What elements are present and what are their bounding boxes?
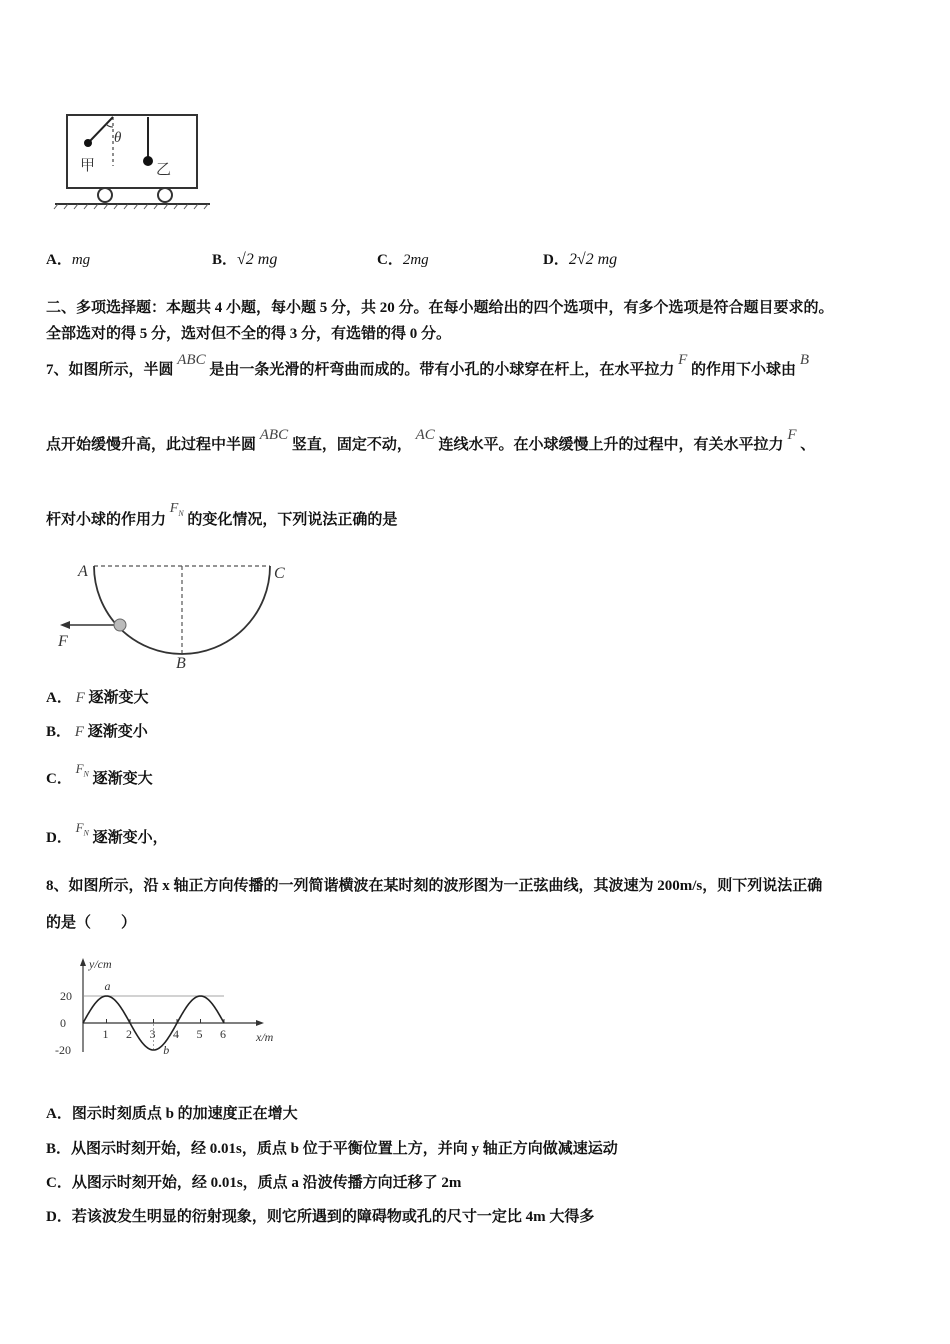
jia-label: 甲 xyxy=(80,158,96,174)
q7-option-d-letter: D． xyxy=(46,830,72,846)
point-b-label: B xyxy=(176,655,186,672)
q7-text-1c: 的作用下小球由 xyxy=(691,362,797,378)
y-tick-label: 0 xyxy=(60,1016,66,1030)
q8-line2: 的是（ ） xyxy=(46,915,137,931)
q7-text-2c: 连线水平。在小球缓慢上升的过程中，有关水平拉力 xyxy=(438,437,784,453)
q7-option-c[interactable] xyxy=(46,761,153,789)
q7-option-a-letter: A． xyxy=(46,690,72,706)
q8-option-d-letter: D． xyxy=(46,1209,72,1225)
q7-abc-symbol: ABC xyxy=(177,352,206,368)
wave-chart xyxy=(50,952,290,1062)
q7-text-3a: 杆对小球的作用力 xyxy=(46,512,167,528)
q8-option-a-text: 图示时刻质点 b 的加速度正在增大 xyxy=(71,1106,298,1122)
y-tick-label: -20 xyxy=(55,1043,71,1057)
q8-option-a-letter: A． xyxy=(46,1106,72,1122)
ball xyxy=(114,619,126,631)
x-tick-label: 4 xyxy=(173,1027,179,1041)
theta-label: θ xyxy=(114,130,122,146)
q6-option-c-text: 2mg xyxy=(402,252,429,268)
q7-line1 xyxy=(46,352,809,379)
x-tick-label: 2 xyxy=(126,1027,132,1041)
q8-option-c-text: 从图示时刻开始，经 0.01s，质点 a 沿波传播方向迁移了 2m xyxy=(71,1175,462,1191)
yi-label: 乙 xyxy=(156,162,172,178)
q7-option-a-text: 逐渐变大 xyxy=(88,690,149,706)
q6-option-b-text: √2 mg xyxy=(237,251,278,268)
q7-option-b-symbol: F xyxy=(74,724,84,740)
q6-option-b-letter: B． xyxy=(212,252,238,268)
q7-option-d[interactable] xyxy=(46,820,168,848)
q8-option-b-letter: B． xyxy=(46,1141,72,1157)
q7-text-3b: 的变化情况，下列说法正确的是 xyxy=(187,512,398,528)
x-tick-label: 6 xyxy=(220,1027,226,1041)
q7-text-2a: 点开始缓慢升高，此过程中半圆 xyxy=(46,437,257,453)
pendulum-yi-ball xyxy=(143,156,153,166)
cart-pendulum-figure xyxy=(50,108,220,218)
point-a-label: A xyxy=(78,563,88,580)
point-a-label: a xyxy=(104,979,111,993)
q7-option-d-symbol: $F_N$ xyxy=(75,820,89,838)
q6-option-b[interactable] xyxy=(212,248,277,269)
q7-b-symbol: B xyxy=(799,352,809,368)
q6-option-a-letter: A． xyxy=(46,252,72,268)
q6-option-c[interactable] xyxy=(377,248,429,269)
q7-option-d-text: 逐渐变小， xyxy=(92,830,168,846)
pendulum-jia-string xyxy=(90,117,113,141)
q7-option-b[interactable] xyxy=(46,720,148,741)
q8-option-a[interactable] xyxy=(46,1102,298,1123)
q6-option-a[interactable] xyxy=(46,248,90,269)
cart-wheel-right xyxy=(158,188,172,202)
q8-line1: 8、如图所示，沿 x 轴正方向传播的一列简谐横波在某时刻的波形图为一正弦曲线，其波速为 200m/s，则下列说法正确 xyxy=(46,878,823,894)
semicircle-figure xyxy=(52,558,302,673)
y-axis-arrow xyxy=(80,958,86,966)
q8-option-d-text: 若该波发生明显的衍射现象，则它所遇到的障碍物或孔的尺寸一定比 4m 大得多 xyxy=(71,1209,595,1225)
q7-option-c-text: 逐渐变大 xyxy=(92,771,153,787)
wave-labels xyxy=(102,979,170,1057)
q7-text-2d: 、 xyxy=(800,437,816,453)
force-f-label: F xyxy=(58,633,68,650)
q7-fn-symbol: $F_N$ xyxy=(169,501,184,518)
x-tick-label: 5 xyxy=(196,1027,203,1041)
q6-option-c-letter: C． xyxy=(377,252,403,268)
q7-text-1b: 是由一条光滑的杆弯曲而成的。带有小孔的小球穿在杆上，在水平拉力 xyxy=(209,362,675,378)
q8-option-d[interactable] xyxy=(46,1205,594,1226)
q7-text-2b: 竖直，固定不动， xyxy=(291,437,412,453)
q8-option-b[interactable] xyxy=(46,1137,618,1158)
q7-option-a-symbol: F xyxy=(75,690,85,706)
x-axis-label: x/m xyxy=(256,1030,274,1044)
section2-line1: 二、多项选择题：本题共 4 小题，每小题 5 分，共 20 分。在每小题给出的四个选项中，有多个选项是符合题目要求的。 xyxy=(46,300,834,316)
point-b-label: b xyxy=(163,1042,170,1057)
q7-text-1a: 7、如图所示，半圆 xyxy=(46,362,174,378)
q7-f-symbol: F xyxy=(678,352,688,368)
y-tick-label: 20 xyxy=(60,989,72,1003)
q7-f-symbol-2: F xyxy=(787,427,797,443)
q7-line2 xyxy=(46,427,816,454)
q8-option-b-text: 从图示时刻开始，经 0.01s，质点 b 位于平衡位置上方，并向 y 轴正方向做减速运动 xyxy=(71,1141,618,1157)
q7-option-c-symbol: $F_N$ xyxy=(75,761,89,779)
q6-option-d-letter: D． xyxy=(543,252,569,268)
q8-option-c-letter: C． xyxy=(46,1175,72,1191)
pendulum-jia-ball xyxy=(84,139,92,147)
x-axis-arrow xyxy=(256,1020,264,1026)
q7-option-b-text: 逐渐变小 xyxy=(87,724,148,740)
x-tick-label: 3 xyxy=(149,1027,156,1041)
y-axis-label: y/cm xyxy=(89,957,112,971)
q7-line3 xyxy=(46,501,398,530)
q6-option-d[interactable] xyxy=(543,248,617,269)
q8-option-c[interactable] xyxy=(46,1171,461,1192)
q7-option-c-letter: C． xyxy=(46,771,72,787)
q7-option-a[interactable] xyxy=(46,686,149,707)
point-c-label: C xyxy=(274,565,285,582)
q7-ac-symbol: AC xyxy=(415,427,435,443)
cart-wheel-left xyxy=(98,188,112,202)
q7-abc-symbol-2: ABC xyxy=(259,427,289,443)
q7-option-b-letter: B． xyxy=(46,724,72,740)
x-tick-label: 1 xyxy=(102,1027,109,1041)
q6-option-a-text: mg xyxy=(71,252,91,268)
q6-option-d-text: 2√2 mg xyxy=(568,251,618,268)
section2-line2: 全部选对的得 5 分，选对但不全的得 3 分，有选错的得 0 分。 xyxy=(46,326,452,342)
cart-body xyxy=(67,115,197,188)
